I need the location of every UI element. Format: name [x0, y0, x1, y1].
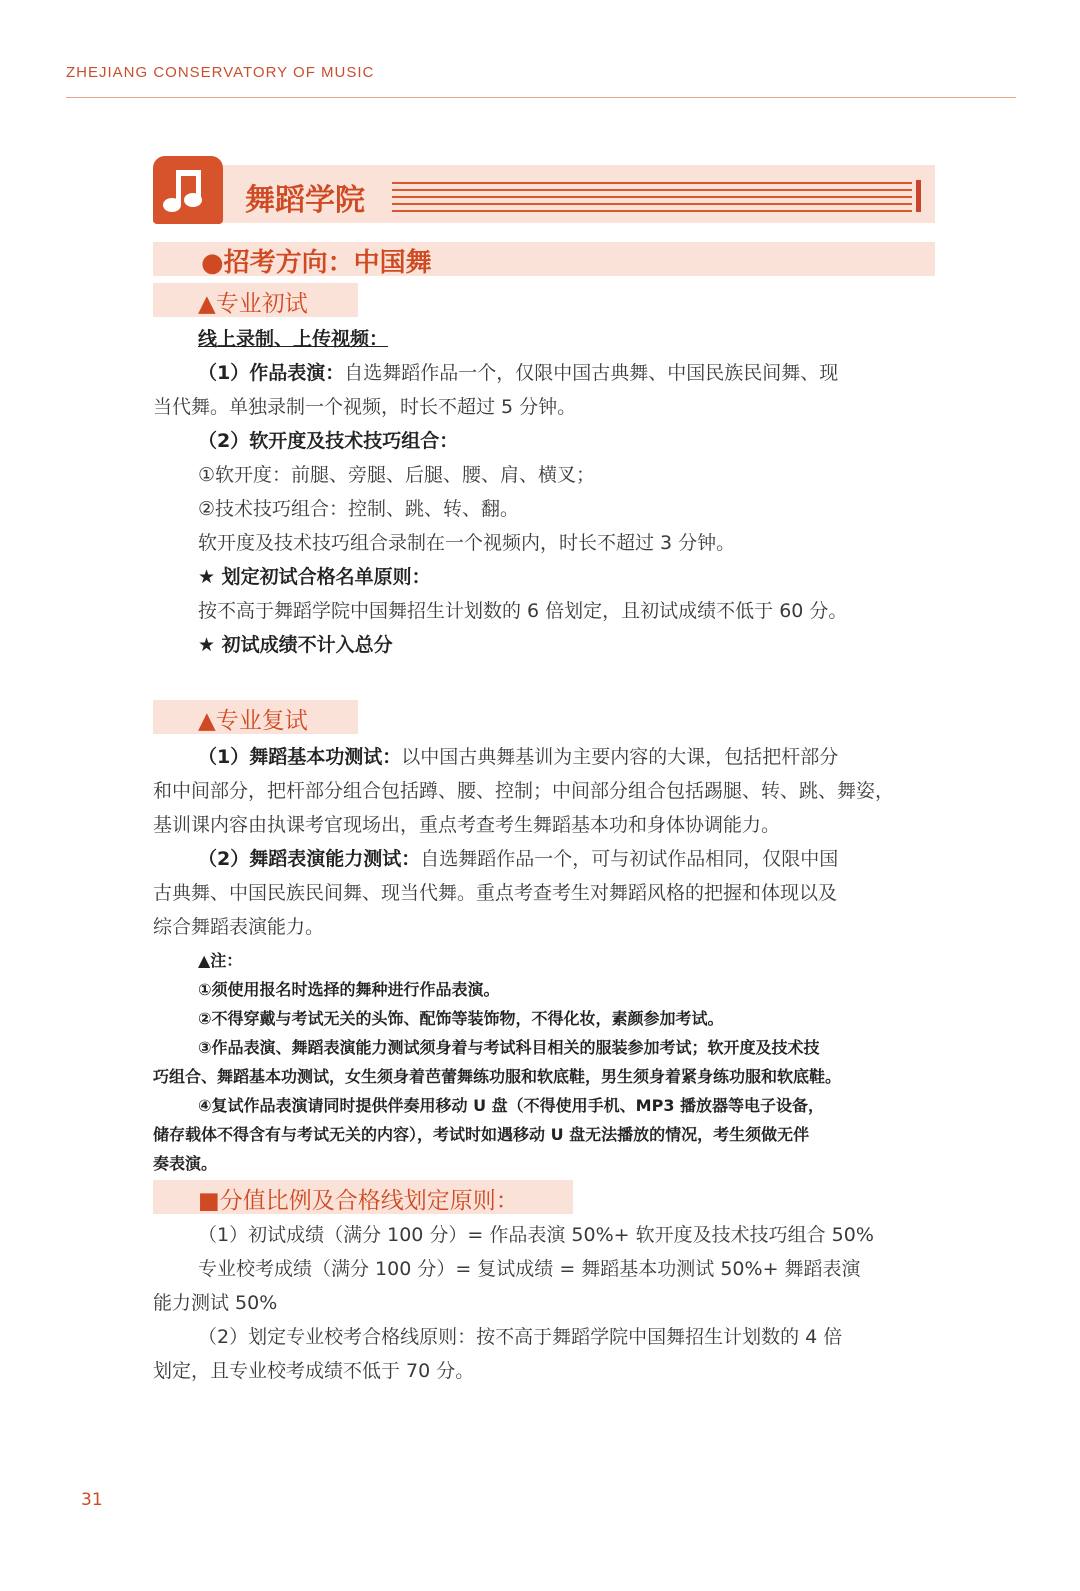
retest-item2-label: （2）舞蹈表演能力测试：	[198, 848, 421, 870]
prelim-subheading: 线上录制、上传视频：	[198, 328, 389, 350]
scoring-line5: 划定，且专业校考成绩不低于 70 分。	[153, 1360, 475, 1382]
retest-item1-line1	[198, 740, 838, 774]
prelim-item2-label: （2）软开度及技术技巧组合：	[198, 430, 459, 452]
prelim-item1-line2: 当代舞。单独录制一个视频，时长不超过 5 分钟。	[153, 396, 577, 418]
retest-item2-line2: 古典舞、中国民族民间舞、现当代舞。重点考查考生对舞蹈风格的把握和体现以及	[153, 882, 838, 904]
music-note-icon	[153, 156, 223, 224]
prelim-item2-sub2: ②技术技巧组合：控制、跳、转、翻。	[198, 498, 520, 520]
retest-note4-line3: 奏表演。	[153, 1154, 218, 1173]
retest-note3-line2: 巧组合、舞蹈基本功测试，女生须身着芭蕾舞练功服和软底鞋，男生须身着紧身练功服和软底鞋。	[153, 1067, 842, 1086]
retest-note4-line2: 储存载体不得含有与考试无关的内容），考试时如遇移动 U 盘无法播放的情况，考生须做无伴	[153, 1125, 810, 1144]
prelim-item1-label: （1）作品表演：	[198, 362, 345, 384]
prelim-item1-text: 自选舞蹈作品一个，仅限中国古典舞、中国民族民间舞、现	[344, 362, 839, 384]
scoring-line1: （1）初试成绩（满分 100 分）= 作品表演 50%+ 软开度及技术技巧组合 50%	[198, 1224, 874, 1246]
running-header: ZHEJIANG CONSERVATORY OF MUSIC	[66, 64, 375, 81]
prelim-item2-sub1: ①软开度：前腿、旁腿、后腿、腰、肩、横叉；	[198, 464, 596, 486]
retest-heading: ▲专业复试	[198, 708, 308, 734]
retest-item1-text: 以中国古典舞基训为主要内容的大课，包括把杆部分	[401, 746, 839, 768]
prelim-item2-note: 软开度及技术技巧组合录制在一个视频内，时长不超过 3 分钟。	[198, 532, 736, 554]
music-staff-decoration	[392, 180, 920, 212]
page-number: 31	[81, 1490, 103, 1510]
retest-item2-line1	[198, 842, 838, 876]
prelim-star1-text: 按不高于舞蹈学院中国舞招生计划数的 6 倍划定，且初试成绩不低于 60 分。	[198, 600, 848, 622]
retest-note1: ①须使用报名时选择的舞种进行作品表演。	[198, 980, 500, 999]
retest-note3-line1: ③作品表演、舞蹈表演能力测试须身着与考试科目相关的服装参加考试；软开度及技术技	[198, 1038, 820, 1057]
retest-item2-line3: 综合舞蹈表演能力。	[153, 916, 325, 938]
retest-item1-label: （1）舞蹈基本功测试：	[198, 746, 402, 768]
prelim-item1-line1	[198, 356, 838, 390]
prelim-star2: ★ 初试成绩不计入总分	[198, 634, 393, 656]
retest-item1-line3: 基训课内容由执课考官现场出，重点考查考生舞蹈基本功和身体协调能力。	[153, 814, 781, 836]
section-title: ●招考方向：中国舞	[201, 248, 432, 278]
scoring-line4: （2）划定专业校考合格线原则：按不高于舞蹈学院中国舞招生计划数的 4 倍	[198, 1326, 843, 1348]
scoring-line3: 能力测试 50%	[153, 1292, 278, 1314]
retest-note2: ②不得穿戴与考试无关的头饰、配饰等装饰物，不得化妆，素颜参加考试。	[198, 1009, 724, 1028]
retest-note4-line1: ④复试作品表演请同时提供伴奏用移动 U 盘（不得使用手机、MP3 播放器等电子设备，	[198, 1096, 825, 1115]
retest-item2-text: 自选舞蹈作品一个，可与初试作品相同，仅限中国	[420, 848, 839, 870]
retest-note-heading: ▲注：	[198, 951, 243, 970]
scoring-heading: ■分值比例及合格线划定原则：	[198, 1188, 519, 1214]
scoring-line2: 专业校考成绩（满分 100 分）= 复试成绩 = 舞蹈基本功测试 50%+ 舞蹈表演	[198, 1258, 861, 1280]
retest-item1-line2: 和中间部分，把杆部分组合包括蹲、腰、控制；中间部分组合包括踢腿、转、跳、舞姿，	[153, 780, 895, 802]
prelim-heading: ▲专业初试	[198, 291, 308, 317]
college-title: 舞蹈学院	[245, 183, 365, 218]
prelim-star1: ★ 划定初试合格名单原则：	[198, 566, 431, 588]
header-divider	[66, 97, 1016, 98]
